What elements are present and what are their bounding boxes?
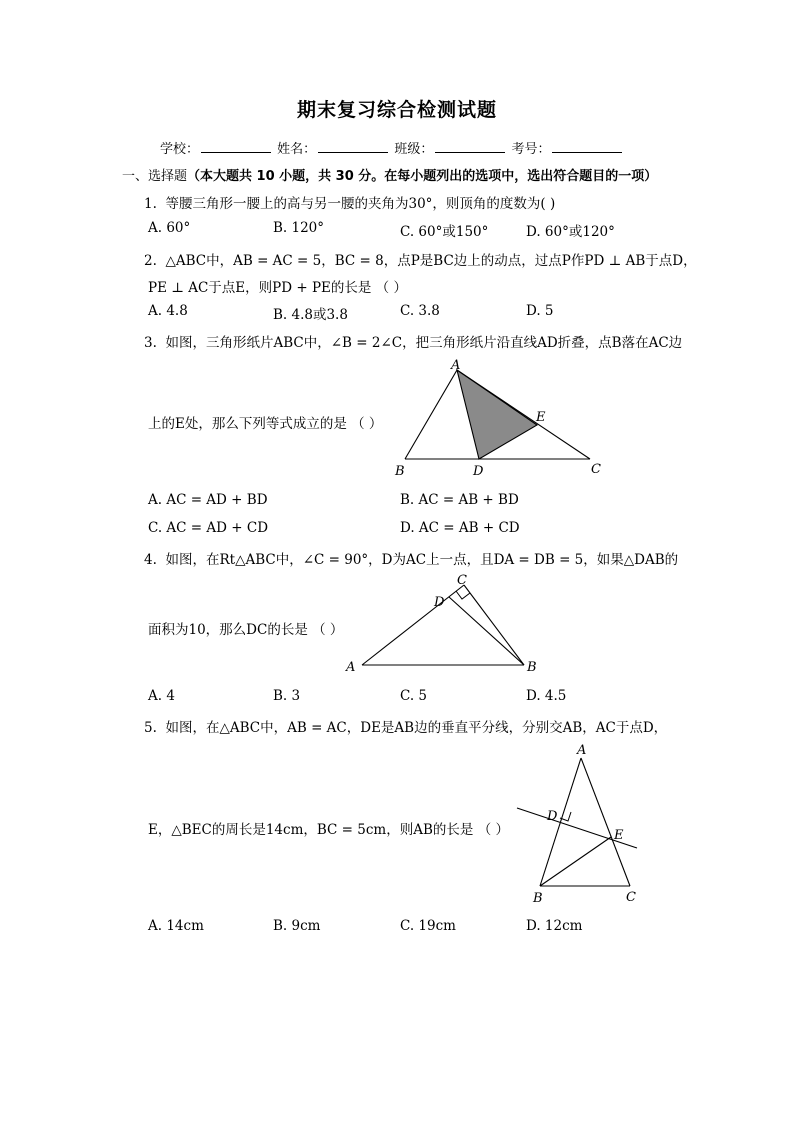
q5-option-d[interactable]: D. 12cm [526, 918, 583, 934]
exam-no-blank[interactable] [552, 140, 622, 153]
q3-option-a[interactable]: A. AC = AD + BD [148, 492, 268, 508]
q3-option-c[interactable]: C. AC = AD + CD [148, 520, 269, 536]
q1-option-a[interactable]: A. 60° [148, 220, 191, 236]
question-text: 如图，在△ABC中，AB = AC，DE是AB边的垂直平分线，分别交AB，AC于点D， [165, 720, 668, 736]
q3-label-d: D [473, 464, 484, 479]
q4-option-b[interactable]: B. 3 [273, 688, 301, 704]
q4-option-d[interactable]: D. 4.5 [526, 688, 567, 704]
q4-label-c: C [457, 573, 467, 588]
q1-option-b[interactable]: B. 120° [273, 220, 325, 236]
student-info-line [160, 138, 624, 157]
q4-option-a[interactable]: A. 4 [148, 688, 175, 704]
q3-label-b: B [395, 464, 405, 479]
q3-figure [390, 358, 620, 483]
question-number: 4. [144, 552, 157, 568]
question-4 [144, 548, 678, 568]
q5-side-ac [581, 758, 630, 886]
question-text: 如图，三角形纸片ABC中，∠B = 2∠C，把三角形纸片沿直线AD折叠，点B落在AC边 [165, 335, 683, 351]
question-5-line-2: E，△BEC的周长是14cm，BC = 5cm，则AB的长是 （ ） [148, 822, 509, 838]
class-label: 班级： [394, 142, 434, 157]
name-label: 姓名： [277, 142, 317, 157]
q3-side-ab [405, 370, 457, 459]
question-number: 5. [144, 720, 157, 736]
q5-option-a[interactable]: A. 14cm [148, 918, 204, 934]
question-1 [144, 192, 555, 212]
q3-option-b[interactable]: B. AC = AB + BD [400, 492, 519, 508]
q5-label-d: D [547, 809, 558, 824]
q5-segment-be [540, 837, 611, 886]
q2-option-a[interactable]: A. 4.8 [148, 303, 188, 319]
question-number: 3. [144, 335, 157, 351]
q4-label-d: D [434, 595, 445, 610]
q5-label-e: E [614, 828, 624, 843]
q1-option-c[interactable]: C. 60°或150° [400, 224, 489, 240]
question-4-line-2: 面积为10，那么DC的长是 （ ） [148, 622, 344, 638]
q5-option-c[interactable]: C. 19cm [400, 918, 456, 934]
q4-side-cb [464, 585, 524, 665]
q4-label-a: A [346, 660, 356, 675]
q3-label-e: E [536, 410, 546, 425]
q5-option-b[interactable]: B. 9cm [273, 918, 321, 934]
question-5 [144, 716, 667, 736]
question-number: 1. [144, 196, 157, 212]
q3-option-d[interactable]: D. AC = AB + CD [400, 520, 520, 536]
question-number: 2. [144, 253, 157, 269]
q4-option-c[interactable]: C. 5 [400, 688, 428, 704]
q5-label-a: A [577, 743, 587, 758]
q4-label-b: B [527, 660, 537, 675]
q5-label-b: B [533, 891, 543, 906]
question-2 [144, 249, 697, 269]
name-blank[interactable] [318, 140, 388, 153]
section-label: 一、选择题 [122, 169, 188, 184]
question-3 [144, 331, 682, 351]
page-title: 期末复习综合检测试题 [296, 99, 497, 121]
q2-option-b[interactable]: B. 4.8或3.8 [273, 307, 348, 323]
q4-figure [340, 568, 550, 678]
q4-side-ac [362, 585, 464, 665]
section-heading [122, 165, 657, 184]
question-2-line-2: PE ⊥ AC于点E，则PD + PE的长是 （ ） [148, 280, 407, 296]
exam-no-label: 考号： [511, 142, 551, 157]
q5-figure [505, 740, 655, 910]
question-text: 如图，在Rt△ABC中，∠C = 90°，D为AC上一点，且DA = DB = 5，如果△DAB的 [165, 552, 679, 568]
question-3-line-2: 上的E处，那么下列等式成立的是 （ ） [148, 416, 383, 432]
school-label: 学校： [160, 142, 200, 157]
q4-right-angle-mark [456, 591, 470, 599]
section-description: （本大题共 10 小题，共 30 分。在每小题列出的选项中，选出符合题目的一项） [187, 169, 658, 184]
q3-label-c: C [591, 462, 601, 477]
school-blank[interactable] [201, 140, 271, 153]
q2-option-d[interactable]: D. 5 [526, 303, 554, 319]
q3-label-a: A [451, 358, 461, 373]
q1-option-d[interactable]: D. 60°或120° [526, 224, 615, 240]
class-blank[interactable] [435, 140, 505, 153]
question-text: △ABC中，AB = AC = 5，BC = 8，点P是BC边上的动点，过点P作PD ⊥ AB于点D， [165, 253, 697, 269]
q2-option-c[interactable]: C. 3.8 [400, 303, 440, 319]
q3-shaded-triangle [457, 370, 537, 459]
question-text: 等腰三角形一腰上的高与另一腰的夹角为30°，则顶角的度数为( ) [165, 196, 556, 212]
q5-label-c: C [626, 890, 636, 905]
q4-segment-db [449, 597, 524, 665]
